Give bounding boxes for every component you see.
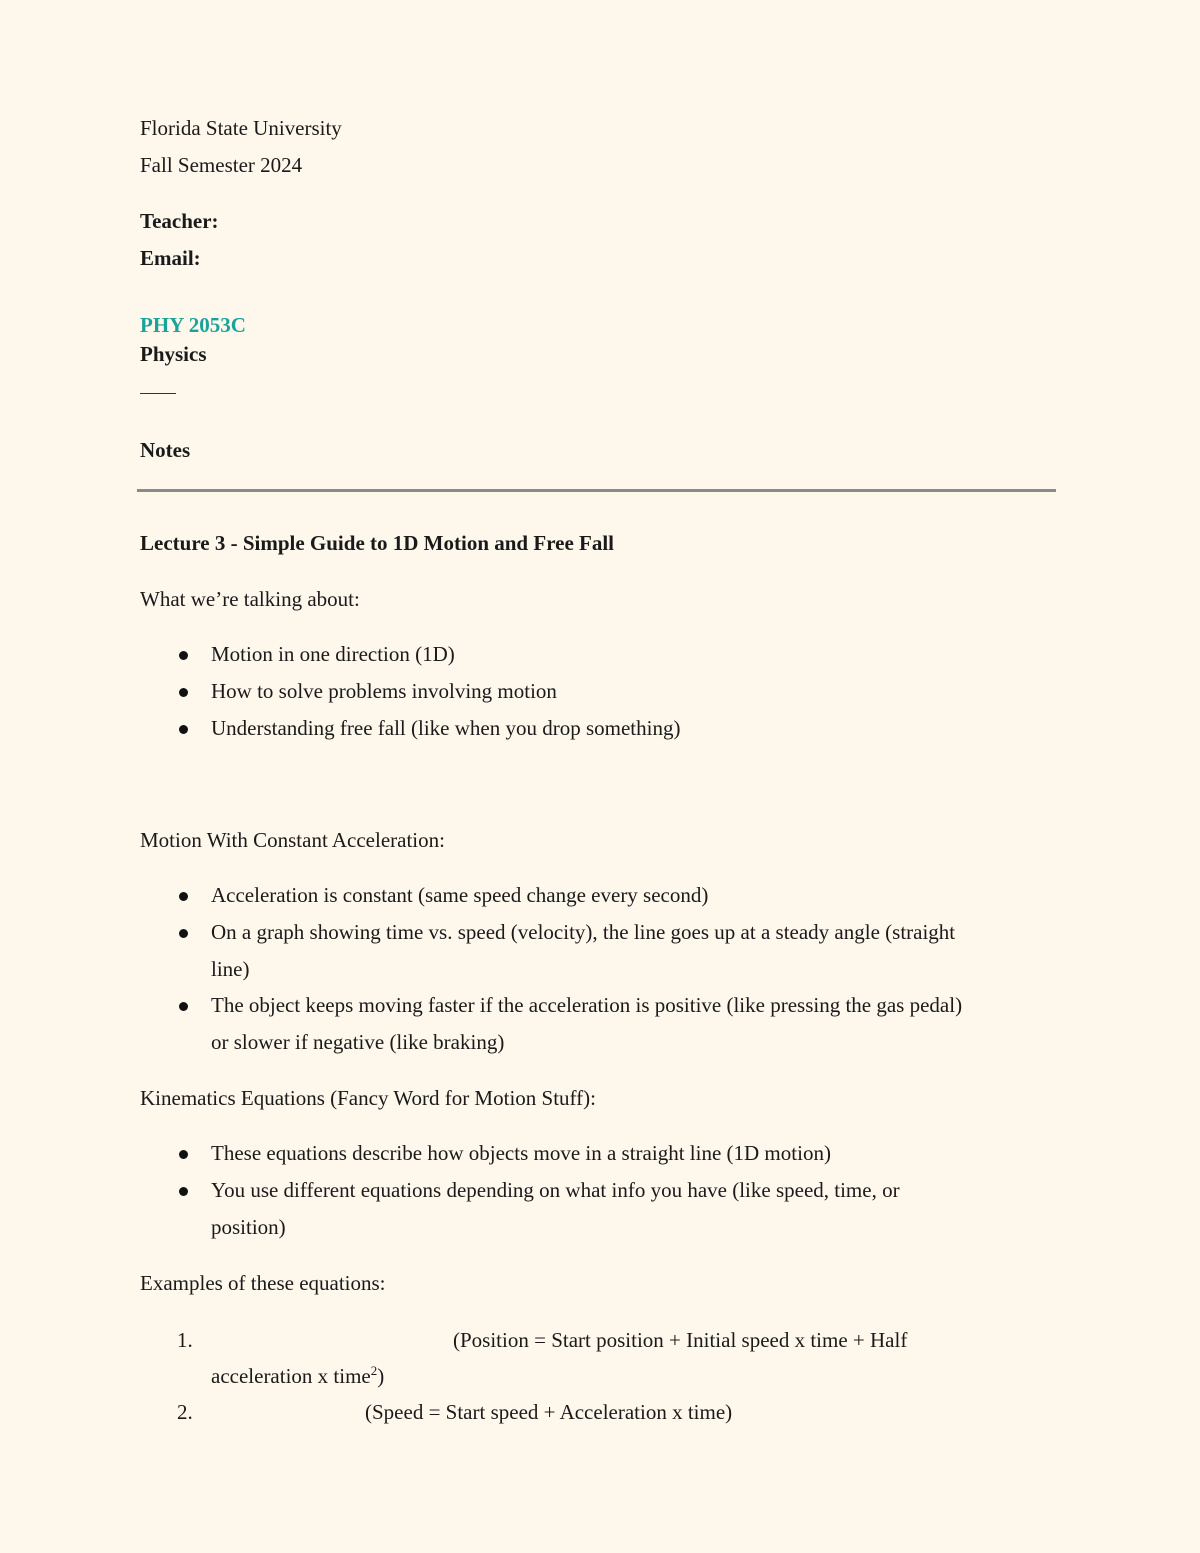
bullet-icon [179, 929, 188, 938]
bullet-icon [179, 1150, 188, 1159]
kinematics-item-continuation: position) [211, 1215, 286, 1239]
bullet-icon [179, 1002, 188, 1011]
constant-item-continuation: or slower if negative (like braking) [211, 1030, 505, 1054]
course-name: Physics [140, 342, 207, 366]
lecture-title: Lecture 3 - Simple Guide to 1D Motion and Free Fall [140, 531, 615, 555]
example-number: 2. [177, 1400, 193, 1424]
university-name: Florida State University [140, 116, 342, 140]
intro-item: How to solve problems involving motion [211, 679, 557, 703]
bullet-icon [179, 1187, 188, 1196]
constant-item: The object keeps moving faster if the acceleration is positive (like pressing the gas pedal) [211, 993, 963, 1017]
course-code: PHY 2053C [140, 313, 246, 337]
section-divider [137, 489, 1056, 492]
constant-heading: Motion With Constant Acceleration: [140, 828, 445, 852]
notes-label: Notes [140, 438, 191, 462]
example-equation-text: (Position = Start position + Initial speed x time + Half [453, 1328, 908, 1352]
bullet-icon [179, 651, 188, 660]
kinematics-item: These equations describe how objects move in a straight line (1D motion) [211, 1141, 831, 1165]
short-divider [140, 393, 176, 394]
email-label: Email: [140, 246, 201, 270]
example-number: 1. [177, 1328, 193, 1352]
constant-item: Acceleration is constant (same speed change every second) [211, 883, 709, 907]
kinematics-item: You use different equations depending on what info you have (like speed, time, or [211, 1178, 900, 1202]
exponent: 2 [370, 1363, 378, 1378]
constant-item-continuation: line) [211, 957, 250, 981]
teacher-label: Teacher: [140, 209, 219, 233]
bullet-icon [179, 892, 188, 901]
examples-heading: Examples of these equations: [140, 1271, 386, 1295]
constant-item: On a graph showing time vs. speed (velocity), the line goes up at a steady angle (straight [211, 920, 956, 944]
example-equation-continuation: acceleration x time$^2$) [211, 1363, 385, 1388]
kinematics-heading: Kinematics Equations (Fancy Word for Motion Stuff): [140, 1086, 596, 1110]
semester: Fall Semester 2024 [140, 153, 303, 177]
intro-heading: What we’re talking about: [140, 587, 360, 611]
intro-item: Motion in one direction (1D) [211, 642, 455, 666]
bullet-icon [179, 725, 188, 734]
bullet-icon [179, 688, 188, 697]
intro-item: Understanding free fall (like when you drop something) [211, 716, 681, 740]
example-equation-text: (Speed = Start speed + Acceleration x time) [365, 1400, 733, 1424]
